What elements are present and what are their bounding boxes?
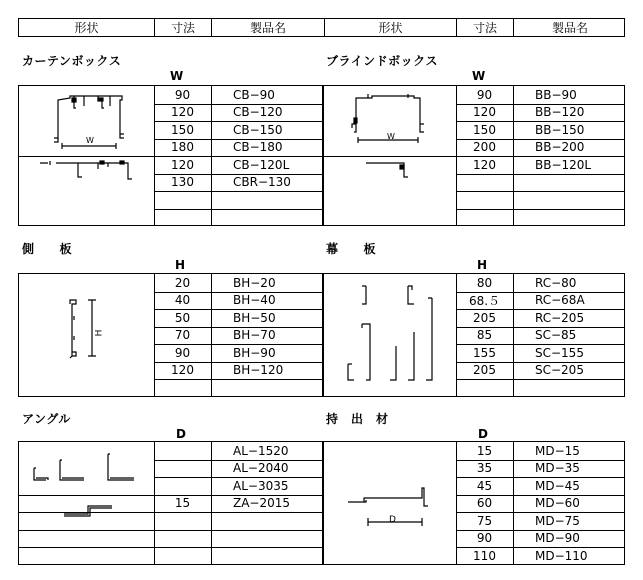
- size-cell: 68.５: [468, 293, 501, 308]
- product-name-cell: MD−110: [535, 548, 588, 563]
- size-cell: 120: [171, 157, 194, 172]
- product-name-cell: CB−150: [233, 122, 283, 137]
- size-cell: 120: [473, 105, 496, 120]
- size-cell: 35: [476, 461, 493, 476]
- product-name-cell: [211, 512, 324, 530]
- product-name-cell: BH−120: [233, 363, 284, 378]
- angle-diagram: [26, 450, 146, 490]
- product-name-cell: SC−155: [535, 345, 584, 360]
- product-name-cell: BB−150: [535, 122, 585, 137]
- size-cell: 200: [473, 140, 496, 155]
- product-name-cell: BB−90: [535, 87, 577, 102]
- size-cell: 40: [174, 293, 191, 308]
- unit-label-angle: D: [176, 427, 186, 441]
- product-name-cell: CBR−130: [233, 175, 291, 190]
- curtain-box-l-diagram: [38, 155, 138, 185]
- size-cell: 60: [476, 496, 493, 511]
- product-name-cell: [211, 547, 324, 565]
- unit-label-blind-box: W: [472, 69, 486, 83]
- header-size-left: 寸法: [154, 19, 211, 36]
- size-cell: [154, 477, 211, 495]
- size-cell: 150: [171, 122, 194, 137]
- handle-diagram: [344, 484, 434, 534]
- size-cell: 45: [476, 478, 493, 493]
- handle-dim-label: D: [389, 515, 396, 525]
- size-cell: [154, 460, 211, 478]
- product-name-cell: BB−120: [535, 105, 585, 120]
- size-cell: 15: [174, 496, 191, 511]
- size-cell: 90: [174, 345, 191, 360]
- section-title-curtain-plate: 幕 板: [326, 242, 377, 256]
- size-cell: 205: [473, 310, 496, 325]
- product-name-cell: MD−75: [535, 513, 580, 528]
- product-name-cell: RC−80: [535, 275, 577, 290]
- size-cell: [154, 209, 211, 227]
- section-title-curtain-box: カーテンボックス: [22, 54, 122, 68]
- product-name-cell: BH−90: [233, 345, 276, 360]
- size-cell: [154, 530, 211, 548]
- size-cell: [154, 191, 211, 209]
- size-cell: 85: [476, 328, 493, 343]
- unit-label-curtain-plate: H: [477, 258, 488, 272]
- header-row: [18, 18, 625, 37]
- product-name-cell: [513, 379, 626, 397]
- header-product-left: 製品名: [211, 19, 324, 36]
- product-name-cell: MD−60: [535, 496, 580, 511]
- unit-label-handle: D: [478, 427, 488, 441]
- section-title-side-plate: 側 板: [22, 242, 73, 256]
- size-cell: 90: [476, 531, 493, 546]
- product-name-cell: AL−3035: [233, 478, 289, 493]
- product-name-cell: BH−20: [233, 275, 276, 290]
- size-cell: 90: [174, 87, 191, 102]
- product-name-cell: [211, 530, 324, 548]
- size-cell: [154, 379, 211, 397]
- size-cell: 150: [473, 122, 496, 137]
- product-name-cell: [513, 191, 626, 209]
- product-name-cell: MD−45: [535, 478, 580, 493]
- size-cell: [456, 209, 513, 227]
- product-name-cell: AL−2040: [233, 461, 289, 476]
- blind-box-l-diagram: [360, 155, 430, 185]
- product-name-cell: [513, 209, 626, 227]
- size-cell: [154, 547, 211, 565]
- header-product-right: 製品名: [513, 19, 626, 36]
- product-name-cell: BH−70: [233, 328, 276, 343]
- section-title-angle: アングル: [22, 412, 71, 426]
- z-angle-diagram: [60, 500, 120, 520]
- product-name-cell: ZA−2015: [233, 496, 291, 511]
- size-cell: [154, 512, 211, 530]
- product-name-cell: AL−1520: [233, 443, 289, 458]
- size-cell: 50: [174, 310, 191, 325]
- product-name-cell: MD−90: [535, 531, 580, 546]
- curtain-plate-diagram: [336, 276, 446, 386]
- product-name-cell: BH−40: [233, 293, 276, 308]
- product-name-cell: [211, 209, 324, 227]
- size-cell: [456, 174, 513, 192]
- unit-label-side-plate: H: [175, 258, 186, 272]
- size-cell: 75: [476, 513, 493, 528]
- unit-label-curtain-box: W: [170, 69, 184, 83]
- product-name-cell: CB−120L: [233, 157, 290, 172]
- size-cell: 120: [171, 105, 194, 120]
- product-name-cell: CB−180: [233, 140, 283, 155]
- product-name-cell: [211, 191, 324, 209]
- product-name-cell: BH−50: [233, 310, 276, 325]
- size-cell: 120: [171, 363, 194, 378]
- product-name-cell: SC−205: [535, 363, 584, 378]
- product-name-cell: SC−85: [535, 328, 577, 343]
- size-cell: 130: [171, 175, 194, 190]
- size-cell: 120: [473, 157, 496, 172]
- size-cell: [456, 191, 513, 209]
- size-cell: 155: [473, 345, 496, 360]
- product-name-cell: RC−205: [535, 310, 585, 325]
- size-cell: [456, 379, 513, 397]
- product-name-cell: BB−120L: [535, 157, 592, 172]
- blind-box-dim-label: W: [387, 132, 395, 141]
- header-shape-left: 形状: [74, 21, 99, 35]
- size-cell: 15: [476, 443, 493, 458]
- section-title-blind-box: ブラインドボックス: [326, 54, 439, 68]
- product-name-cell: RC−68A: [535, 293, 585, 308]
- size-cell: 180: [171, 140, 194, 155]
- size-cell: 205: [473, 363, 496, 378]
- size-cell: 90: [476, 87, 493, 102]
- size-cell: 80: [476, 275, 493, 290]
- section-title-handle: 持 出 材: [326, 412, 389, 426]
- size-cell: 20: [174, 275, 191, 290]
- size-cell: 110: [473, 548, 496, 563]
- header-size-right: 寸法: [456, 19, 513, 36]
- product-name-cell: MD−15: [535, 443, 580, 458]
- curtain-box-dim-label: W: [86, 136, 94, 145]
- size-cell: 70: [174, 328, 191, 343]
- product-name-cell: CB−90: [233, 87, 275, 102]
- product-name-cell: CB−120: [233, 105, 283, 120]
- product-name-cell: BB−200: [535, 140, 585, 155]
- header-shape-right: 形状: [324, 19, 456, 36]
- product-name-cell: MD−35: [535, 461, 580, 476]
- size-cell: [154, 442, 211, 460]
- product-name-cell: [513, 174, 626, 192]
- product-name-cell: [211, 379, 324, 397]
- side-plate-dim-label: H: [94, 329, 105, 337]
